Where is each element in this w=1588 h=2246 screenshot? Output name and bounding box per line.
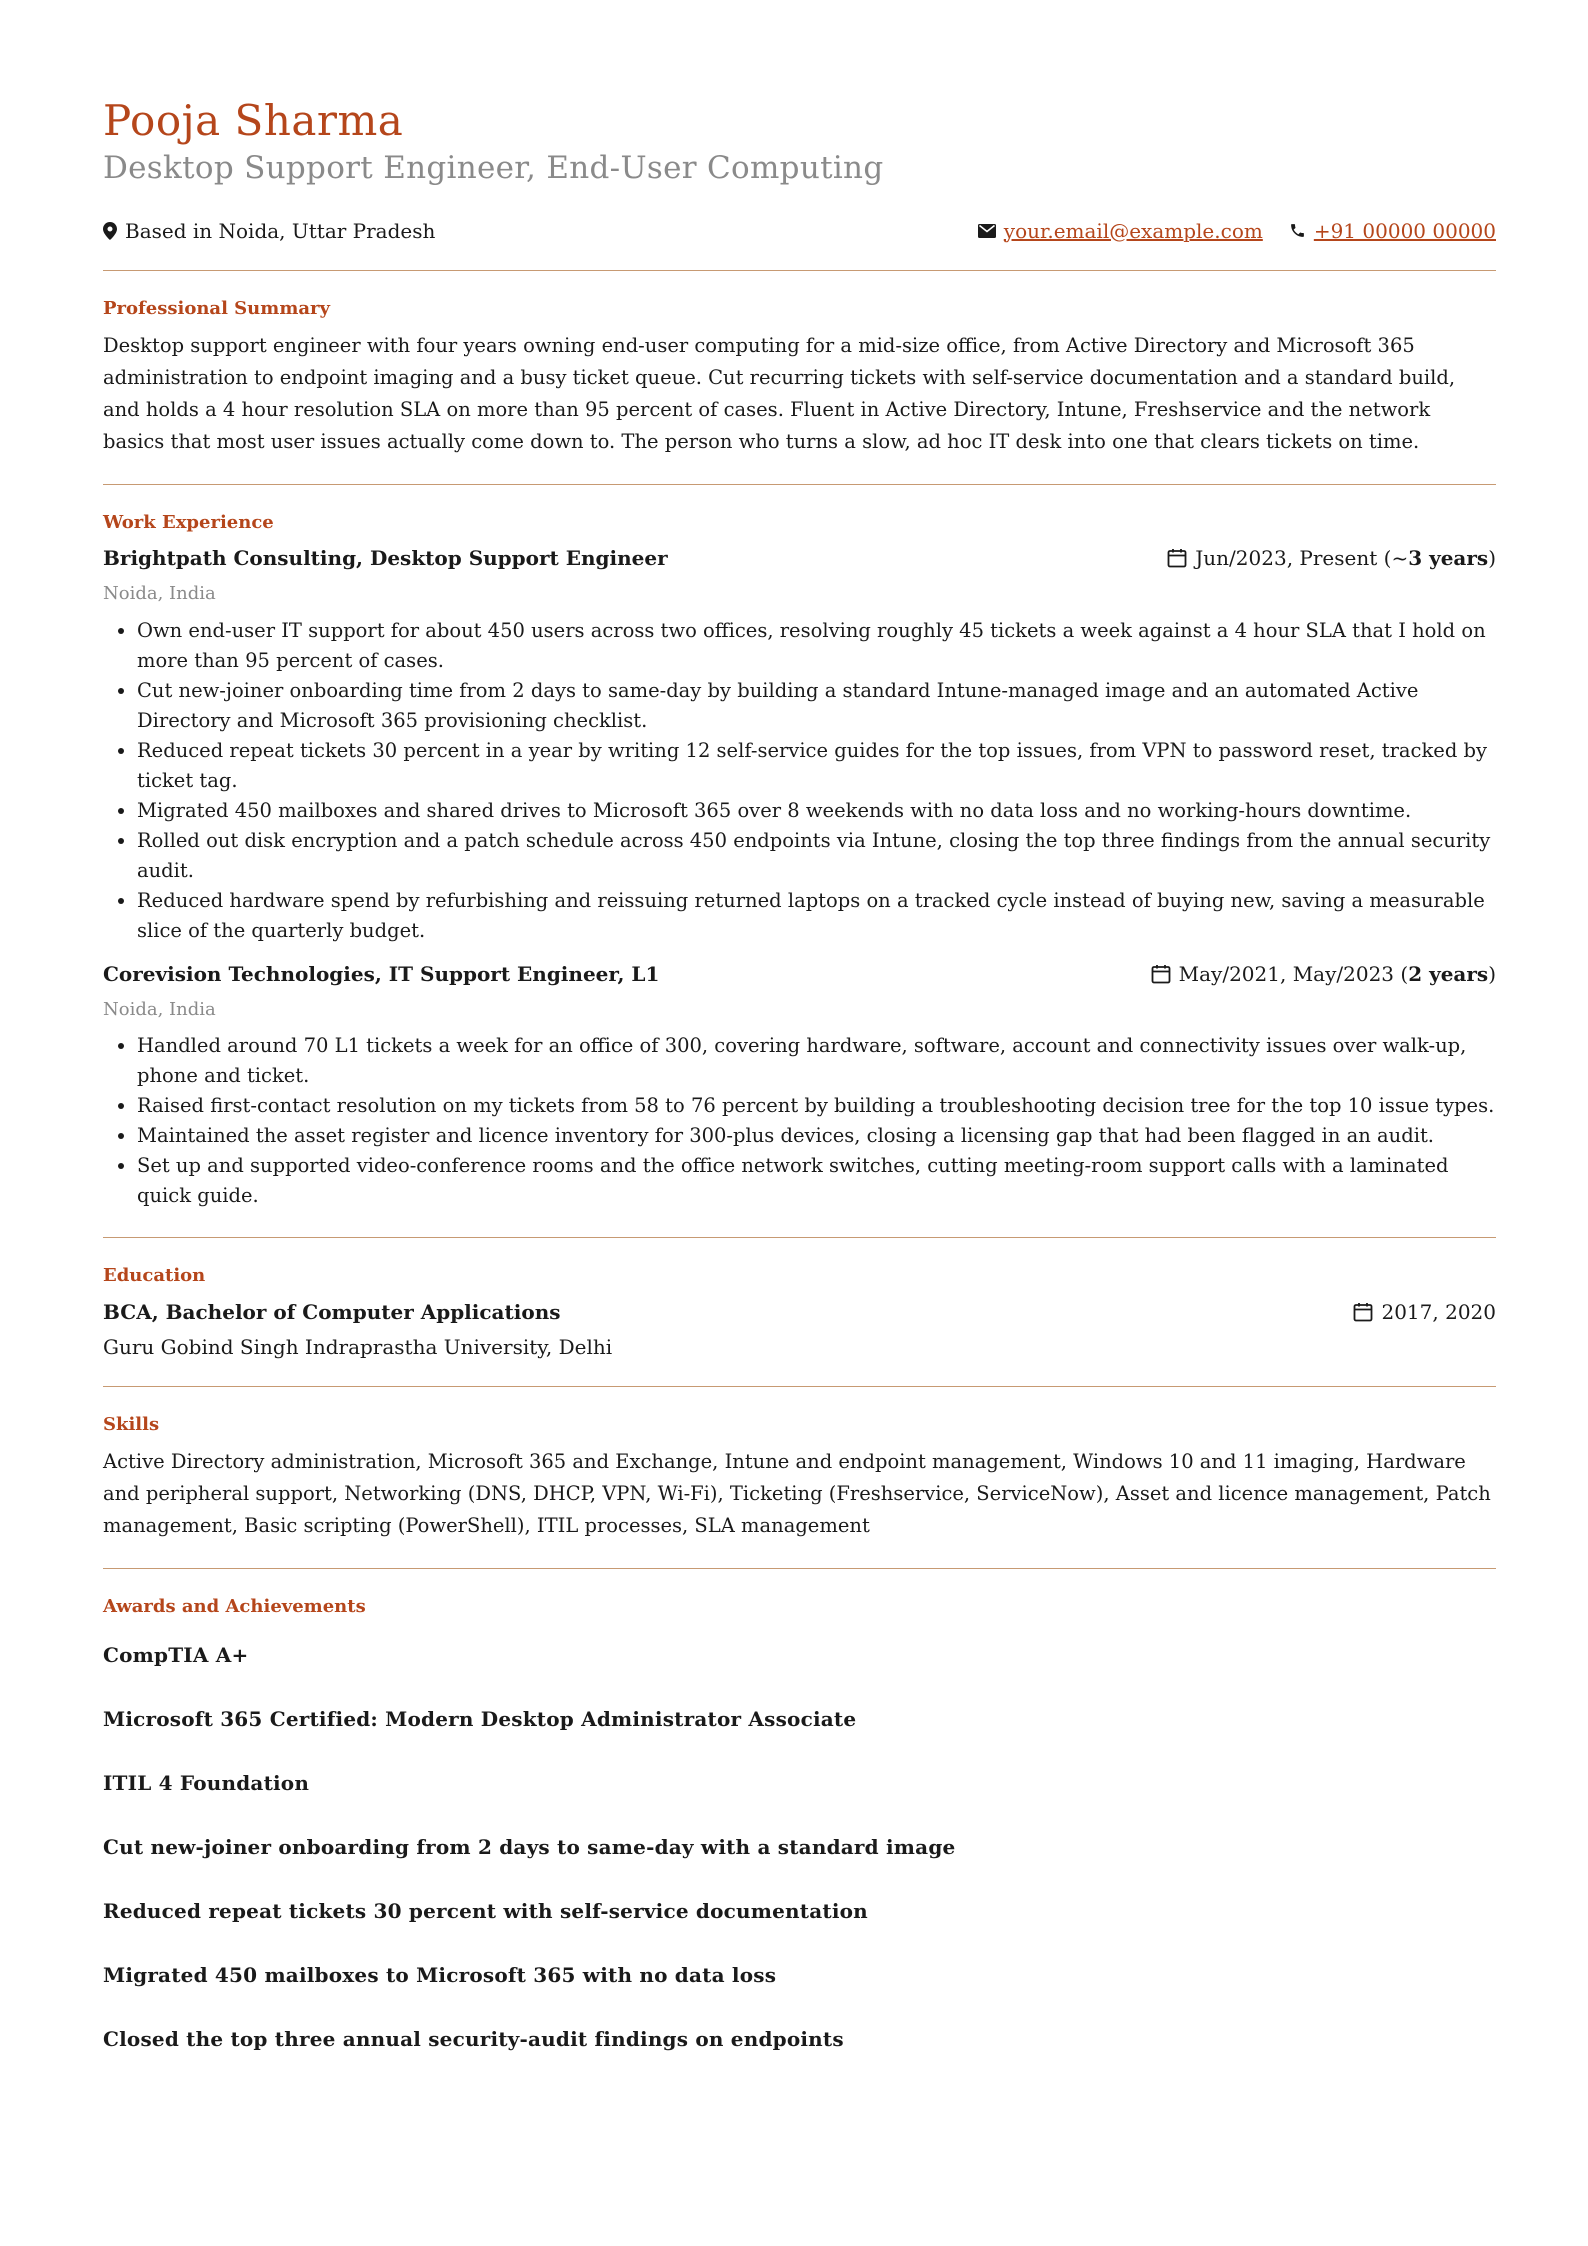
experience-title: Work Experience (103, 511, 274, 533)
divider (103, 270, 1496, 271)
job-company: Corevision Technologies (103, 961, 375, 986)
location-pin-icon (103, 222, 117, 240)
education-degree: BCA, Bachelor of Computer Applications (103, 1299, 561, 1324)
phone-info (1289, 218, 1496, 244)
award-item: Closed the top three annual security-audit findings on endpoints (103, 2027, 844, 2052)
job-date-close: ) (1488, 546, 1496, 571)
skills-title: Skills (103, 1413, 160, 1435)
award-item: Reduced repeat tickets 30 percent with self-service documentation (103, 1899, 868, 1924)
phone-link[interactable]: +91 00000 00000 (1313, 218, 1496, 243)
location-info (103, 218, 435, 244)
job-location: Noida, India (103, 583, 216, 605)
phone-icon (1289, 222, 1306, 239)
awards-list (103, 1642, 1496, 2052)
email-link[interactable]: your.email@example.com (1003, 218, 1263, 243)
contact-row (103, 218, 1496, 244)
summary-title: Professional Summary (103, 297, 330, 319)
list-item: • Raised first-contact resolution on my tickets from 58 to 76 percent by building a troubleshooting decision tree for the top 10 issue types. (137, 1091, 1496, 1121)
job-title: Brightpath Consulting, Desktop Support Engineer (103, 546, 668, 571)
list-item: • Reduced repeat tickets 30 percent in a year by writing 12 self-service guides for the top issues, from VPN to password reset, tracked by ticket tag. (137, 736, 1496, 796)
list-item: • Handled around 70 L1 tickets a week for an office of 300, covering hardware, software, account and connectivity issues over walk-up, phone and ticket. (137, 1031, 1496, 1091)
list-item: • Own end-user IT support for about 450 users across two offices, resolving roughly 45 tickets a week against a 4 hour SLA that I hold on more than 95 percent of cases. (137, 616, 1496, 676)
calendar-icon (1353, 1302, 1373, 1322)
awards-title: Awards and Achievements (103, 1595, 366, 1617)
job-date-text: Jun/2023, Present (~ (1195, 546, 1409, 571)
skills-text: Active Directory administration, Microsoft 365 and Exchange, Intune and endpoint management, Windows 10 and 11 imaging, Hardware and peripheral support, Networking (DNS, DHCP, VPN, Wi-Fi), Ticketing (Freshservice, ServiceNow), Asset and licence management, Patch management, Basic scripting (PowerShell), ITIL processes, SLA management (103, 1449, 1491, 1537)
job-duration: 3 years (1408, 546, 1489, 571)
job-company: Brightpath Consulting (103, 546, 357, 571)
education-section (103, 1264, 1496, 1359)
job-duration: 2 years (1408, 961, 1489, 986)
list-item: • Rolled out disk encryption and a patch schedule across 450 endpoints via Intune, closing the top three findings from the annual security audit. (137, 826, 1496, 886)
location-text: Based in Noida, Uttar Pradesh (125, 218, 436, 243)
list-item: • Set up and supported video-conference rooms and the office network switches, cutting meeting-room support calls with a laminated quick guide. (137, 1151, 1496, 1211)
job-date-text: May/2021, May/2023 ( (1178, 961, 1409, 986)
skills-section (103, 1413, 1496, 1542)
award-item: CompTIA A+ (103, 1643, 249, 1668)
divider (103, 1568, 1496, 1569)
list-item: • Reduced hardware spend by refurbishing and reissuing returned laptops on a tracked cycle instead of buying new, saving a measurable slice of the quarterly budget. (137, 886, 1496, 946)
education-date-text: 2017, 2020 (1381, 1299, 1496, 1324)
award-item: Microsoft 365 Certified: Modern Desktop Administrator Associate (103, 1707, 857, 1732)
award-item: Cut new-joiner onboarding from 2 days to same-day with a standard image (103, 1835, 956, 1860)
job-date (1167, 544, 1496, 572)
job-date-close: ) (1488, 961, 1496, 986)
award-item: Migrated 450 mailboxes to Microsoft 365 with no data loss (103, 1963, 777, 1988)
email-info (978, 218, 1263, 244)
candidate-role: Desktop Support Engineer, End-User Computing (103, 150, 884, 187)
job-position: Desktop Support Engineer (369, 546, 668, 571)
experience-section (103, 511, 1496, 1211)
job-bullets (103, 616, 1496, 946)
education-date (1353, 1298, 1496, 1326)
list-item: • Migrated 450 mailboxes and shared drives to Microsoft 365 over 8 weekends with no data loss and no working-hours downtime. (137, 796, 1496, 826)
job-entry (103, 544, 1496, 945)
education-title: Education (103, 1265, 206, 1287)
calendar-icon (1151, 964, 1171, 984)
job-location: Noida, India (103, 998, 216, 1020)
divider (103, 1237, 1496, 1238)
calendar-icon (1167, 548, 1187, 568)
award-item: ITIL 4 Foundation (103, 1771, 310, 1796)
job-bullets (103, 1031, 1496, 1211)
divider (103, 484, 1496, 485)
envelope-icon (978, 224, 996, 238)
education-school: Guru Gobind Singh Indraprastha University, Delhi (103, 1334, 613, 1359)
summary-section (103, 297, 1496, 458)
job-title: Corevision Technologies, IT Support Engineer, L1 (103, 961, 660, 986)
job-date (1151, 960, 1496, 988)
list-item: • Cut new-joiner onboarding time from 2 days to same-day by building a standard Intune-managed image and an automated Active Directory and Microsoft 365 provisioning checklist. (137, 676, 1496, 736)
divider (103, 1386, 1496, 1387)
job-entry (103, 960, 1496, 1211)
job-position: IT Support Engineer, L1 (388, 961, 660, 986)
list-item: • Maintained the asset register and licence inventory for 300-plus devices, closing a licensing gap that had been flagged in an audit. (137, 1121, 1496, 1151)
awards-section (103, 1595, 1496, 2052)
summary-text: Desktop support engineer with four years owning end-user computing for a mid-size office, from Active Directory and Microsoft 365 administration to endpoint imaging and a busy ticket queue. Cut recurring tickets with self-service documentation and a standard build, and holds a 4 hour resolution SLA on more than 95 percent of cases. Fluent in Active Directory, Intune, Freshservice and the network basics that most user issues actually come down to. The person who turns a slow, ad hoc IT desk into one that clears tickets on time. (103, 333, 1456, 453)
candidate-name: Pooja Sharma (103, 96, 404, 145)
